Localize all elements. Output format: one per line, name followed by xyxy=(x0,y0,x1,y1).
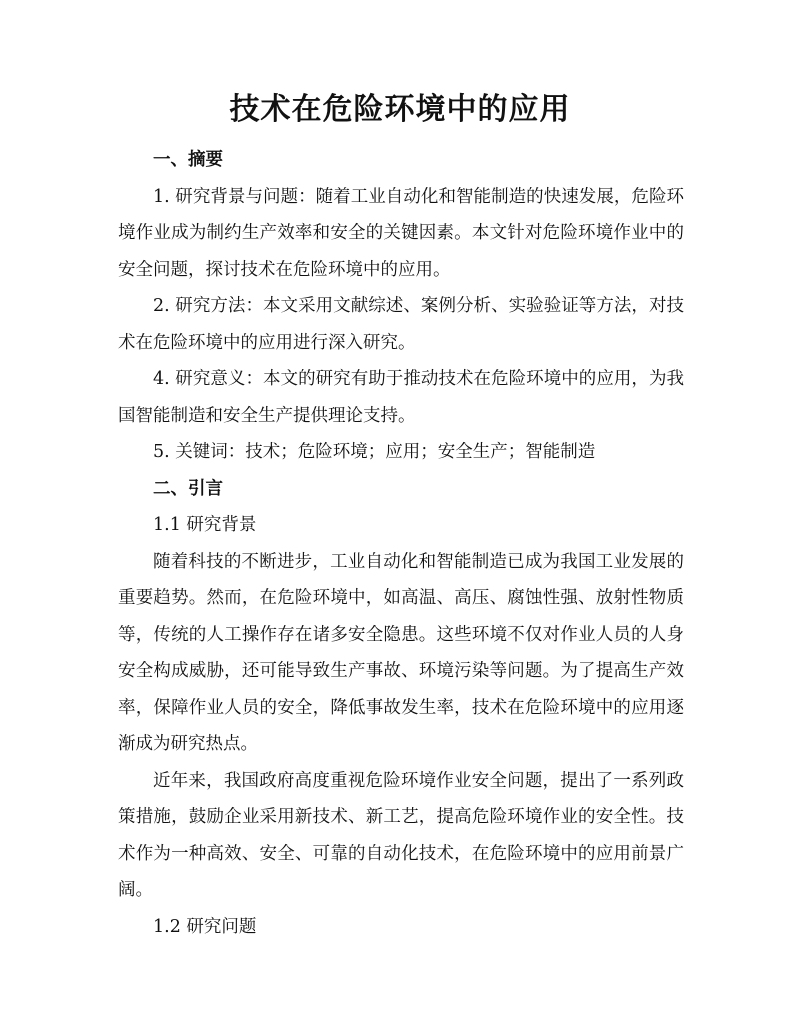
intro-paragraph-1: 随着科技的不断进步，工业自动化和智能制造已成为我国工业发展的重要趋势。然而，在危险环境中，如高温、高压、腐蚀性强、放射性物质等，传统的人工操作存在诸多安全隐患。这些环境不仅对作业人员的人身安全构成威胁，还可能导致生产事故、环境污染等问题。为了提高生产效率，保障作业人员的安全，降低事故发生率，技术在危险环境中的应用逐渐成为研究热点。 xyxy=(118,551,684,754)
document-title: 技术在危险环境中的应用 xyxy=(229,92,571,127)
subsection-heading-problem: 1.2 研究问题 xyxy=(153,916,257,937)
intro-paragraph-2: 近年来，我国政府高度重视危险环境作业安全问题，提出了一系列政策措施，鼓励企业采用新技术、新工艺，提高危险环境作业的安全性。技术作为一种高效、安全、可靠的自动化技术，在危险环境中的应用前景广阔。 xyxy=(118,770,684,900)
abstract-item-method: 2. 研究方法：本文采用文献综述、案例分析、实验验证等方法，对技术在危险环境中的应用进行深入研究。 xyxy=(118,296,684,353)
abstract-item-background: 1. 研究背景与问题：随着工业自动化和智能制造的快速发展，危险环境作业成为制约生产效率和安全的关键因素。本文针对危险环境作业中的安全问题，探讨技术在危险环境中的应用。 xyxy=(118,186,684,280)
document-body xyxy=(118,142,684,945)
abstract-heading: 一、摘要 xyxy=(153,150,223,170)
abstract-item-keywords: 5. 关键词：技术；危险环境；应用；安全生产；智能制造 xyxy=(153,442,596,462)
introduction-heading: 二、引言 xyxy=(153,478,223,499)
abstract-item-significance: 4. 研究意义：本文的研究有助于推动技术在危险环境中的应用，为我国智能制造和安全生产提供理论支持。 xyxy=(118,369,684,426)
subsection-heading-background: 1.1 研究背景 xyxy=(153,515,257,535)
